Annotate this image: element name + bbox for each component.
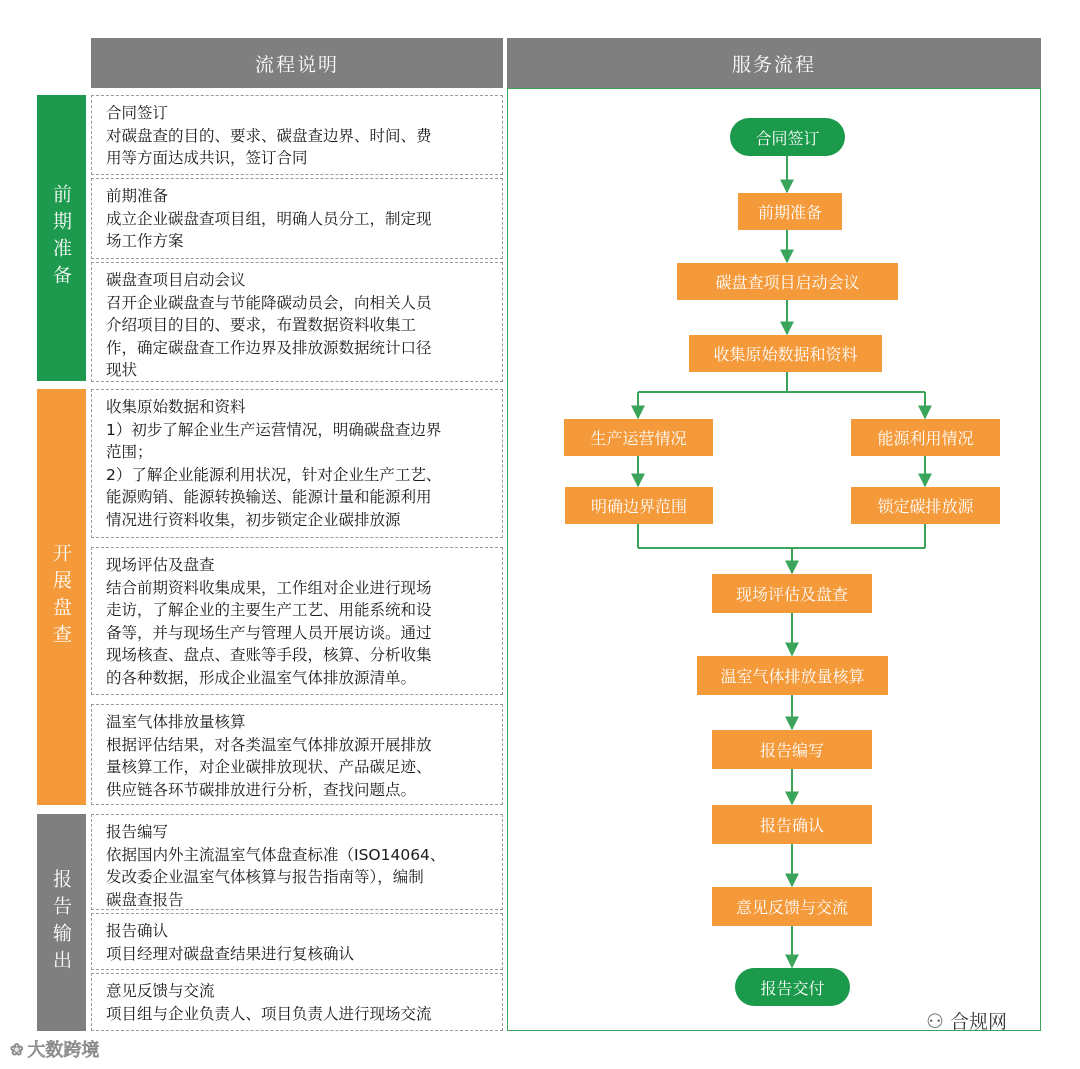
flow-node-write: 报告编写: [712, 730, 872, 769]
flow-node-operations: 生产运营情况: [564, 419, 713, 456]
flow-node-calc: 温室气体排放量核算: [697, 656, 888, 695]
watermark-right-text: 合规网: [949, 1011, 1007, 1033]
desc-body: 成立企业碳盘查项目组，明确人员分工，制定现 场工作方案: [106, 209, 432, 250]
header-service-flow: 服务流程: [507, 38, 1041, 88]
wechat-icon: ⚇: [926, 1008, 944, 1033]
flow-node-contract: 合同签订: [730, 118, 845, 156]
phase-preparation: 前期准备: [37, 95, 86, 381]
desc-title: 报告编写: [106, 823, 169, 841]
desc-title: 报告确认: [106, 922, 169, 940]
desc-title: 前期准备: [106, 187, 169, 205]
desc-body: 1）初步了解企业生产运营情况，明确碳盘查边界 范围； 2）了解企业能源利用状况，针对企业生产工艺、 能源购销、能源转换输送、能源计量和能源利用 情况进行资料收集，初步锁定企业碳排放源: [106, 420, 442, 529]
phase-inventory: 开展盘查: [37, 389, 86, 805]
watermark-logo-icon: ❀: [10, 1039, 24, 1059]
flow-node-kickoff: 碳盘查项目启动会议: [677, 263, 898, 300]
watermark-right: [926, 1007, 1007, 1034]
flow-node-preparation: 前期准备: [738, 193, 842, 230]
flow-node-energy: 能源利用情况: [851, 419, 1000, 456]
desc-body: 依据国内外主流温室气体盘查标准（ISO14064、 发改委企业温室气体核算与报告指南等），编制 碳盘查报告: [106, 845, 446, 909]
desc-title: 碳盘查项目启动会议: [106, 271, 246, 289]
flow-node-delivery: 报告交付: [735, 968, 850, 1006]
desc-title: 收集原始数据和资料: [106, 398, 246, 416]
flow-node-emission-source: 锁定碳排放源: [851, 487, 1000, 524]
desc-body: 对碳盘查的目的、要求、碳盘查边界、时间、费 用等方面达成共识，签订合同: [106, 126, 432, 167]
flow-node-confirm: 报告确认: [712, 805, 872, 844]
desc-body: 召开企业碳盘查与节能降碳动员会，向相关人员 介绍项目的目的、要求，布置数据资料收集工 作，确定碳盘查工作边界及排放源数据统计口径 现状: [106, 293, 432, 379]
flow-node-assess: 现场评估及盘查: [712, 574, 872, 613]
phase-report-output: 报告输出: [37, 814, 86, 1031]
desc-title: 现场评估及盘查: [106, 556, 215, 574]
desc-body: 项目经理对碳盘查结果进行复核确认: [106, 944, 355, 963]
desc-body: 结合前期资料收集成果，工作组对企业进行现场 走访，了解企业的主要生产工艺、用能系统和设 备等，并与现场生产与管理人员开展访谈。通过 现场核查、盘点、查账等手段，核算、分析收集 的各种数据，形成企业温室气体排放源清单。: [106, 578, 432, 687]
flow-node-collect: 收集原始数据和资料: [689, 335, 882, 372]
desc-body: 根据评估结果，对各类温室气体排放源开展排放 量核算工作，对企业碳排放现状、产品碳足迹、 供应链各环节碳排放进行分析，查找问题点。: [106, 735, 432, 799]
header-process-description: 流程说明: [91, 38, 503, 88]
flow-node-boundary: 明确边界范围: [565, 487, 713, 524]
watermark-left-text: 大数跨境: [27, 1040, 100, 1061]
watermark-left: [10, 1036, 99, 1062]
flow-node-feedback: 意见反馈与交流: [712, 887, 872, 926]
desc-title: 合同签订: [106, 104, 169, 122]
desc-title: 温室气体排放量核算: [106, 713, 246, 731]
desc-title: 意见反馈与交流: [106, 982, 215, 1000]
desc-body: 项目组与企业负责人、项目负责人进行现场交流: [106, 1004, 432, 1023]
